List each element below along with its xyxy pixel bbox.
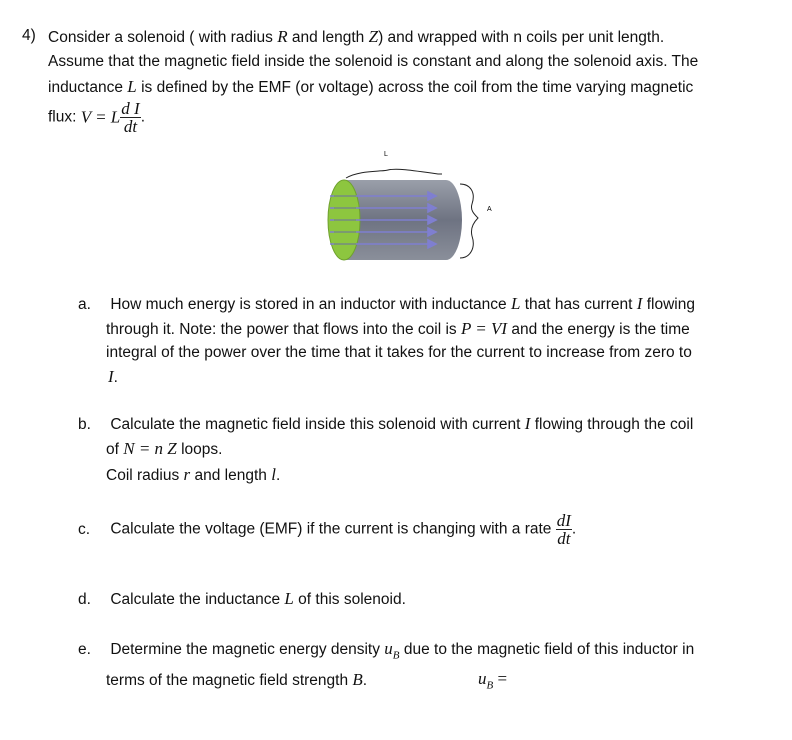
part-e-label: e. [78, 641, 91, 658]
power-equation: P = VI [460, 319, 508, 338]
part-e-line-1 [78, 639, 694, 661]
length-brace [346, 169, 442, 178]
intro-line-1 [48, 27, 664, 47]
var-I: I [636, 294, 643, 313]
part-a-label: a. [78, 296, 91, 313]
intro-text: inductance [48, 79, 123, 96]
var-R: R [277, 27, 288, 46]
var-uB [478, 669, 494, 692]
part-a-text: flowing [646, 296, 695, 313]
var-I: I [524, 414, 531, 433]
part-b-text: Coil radius [106, 467, 180, 484]
part-a-text: that has current [524, 296, 633, 313]
intro-text: is defined by the EMF (or voltage) across the coil from the time varying magnetic [141, 79, 694, 96]
part-e-line-2 [106, 670, 367, 690]
var-u: u [478, 669, 487, 688]
part-b-period: . [275, 467, 281, 484]
part-b-text: flowing through the coil [534, 416, 694, 433]
part-a-line-4 [108, 367, 118, 387]
intro-text: Consider a solenoid ( with radius [48, 29, 273, 46]
part-a-period: . [113, 369, 118, 386]
solenoid-figure [300, 140, 530, 275]
var-l: l [271, 465, 276, 484]
part-d-label: d. [78, 591, 91, 608]
part-d-text: of this solenoid. [298, 591, 406, 608]
intro-line-3 [48, 77, 693, 97]
part-c-label: c. [78, 520, 91, 538]
label-L: L [384, 151, 388, 158]
var-B: B [352, 670, 363, 689]
flux-equation [48, 100, 145, 135]
part-b-text: loops. [181, 441, 223, 458]
loops-equation: N = n Z [123, 439, 177, 458]
part-d-text: Calculate the inductance [110, 591, 281, 608]
var-r: r [183, 465, 191, 484]
part-b-line-3 [106, 465, 280, 485]
question-number: 4) [22, 27, 36, 44]
part-e-period: . [362, 672, 368, 689]
part-b-text: Calculate the magnetic field inside this solenoid with current [110, 416, 521, 433]
intro-text: ) and wrapped with n coils per unit length. [378, 29, 665, 46]
part-a-line-3: integral of the power over the time that it takes for the current to increase from zero to [106, 344, 692, 361]
part-e-text: terms of the magnetic field strength [106, 672, 349, 689]
flux-fraction [120, 100, 140, 135]
part-d-line [78, 589, 406, 609]
equals-sign: = [497, 669, 508, 688]
var-L: L [284, 589, 294, 608]
var-uB [384, 639, 400, 662]
part-a-line-2 [106, 319, 690, 339]
part-a-text: How much energy is stored in an inductor with inductance [110, 296, 507, 313]
flux-period: . [140, 108, 145, 126]
var-Z: Z [368, 27, 379, 46]
label-A: A [487, 206, 492, 213]
intro-text: and length [291, 29, 365, 46]
rate-denominator: dt [557, 529, 571, 548]
part-e-text: due to the magnetic field of this inductor in [403, 641, 695, 658]
subscript-B: B [486, 679, 494, 692]
subscript-B: B [392, 649, 400, 662]
radius-brace [460, 184, 478, 258]
energy-density-answer [478, 669, 507, 691]
part-a-line-1 [78, 294, 695, 314]
var-u: u [384, 639, 393, 658]
part-b-line-2 [106, 439, 222, 459]
part-c-period: . [571, 520, 577, 538]
var-I: I [108, 367, 114, 386]
intro-line-2: Assume that the magnetic field inside the solenoid is constant and along the solenoid axis. The [48, 53, 699, 70]
part-b-text: of [106, 441, 119, 458]
part-c-text: Calculate the voltage (EMF) if the current is changing with a rate [110, 520, 552, 538]
part-a-text: through it. Note: the power that flows into the coil is [106, 321, 457, 338]
var-L: L [510, 294, 521, 313]
part-e-text: Determine the magnetic energy density [110, 641, 380, 658]
part-a-text: and the energy is the time [511, 321, 690, 338]
flux-label: flux: [48, 108, 77, 126]
part-b-text: and length [194, 467, 267, 484]
part-b-label: b. [78, 416, 91, 433]
rate-fraction [556, 512, 572, 547]
var-L: L [127, 77, 137, 96]
part-c-line [78, 512, 576, 547]
rate-numerator: dI [556, 511, 571, 530]
flux-denominator: dt [123, 117, 138, 136]
flux-lhs: V = L [80, 107, 121, 127]
part-b-line-1 [78, 414, 693, 434]
flux-numerator: d I [121, 99, 140, 118]
